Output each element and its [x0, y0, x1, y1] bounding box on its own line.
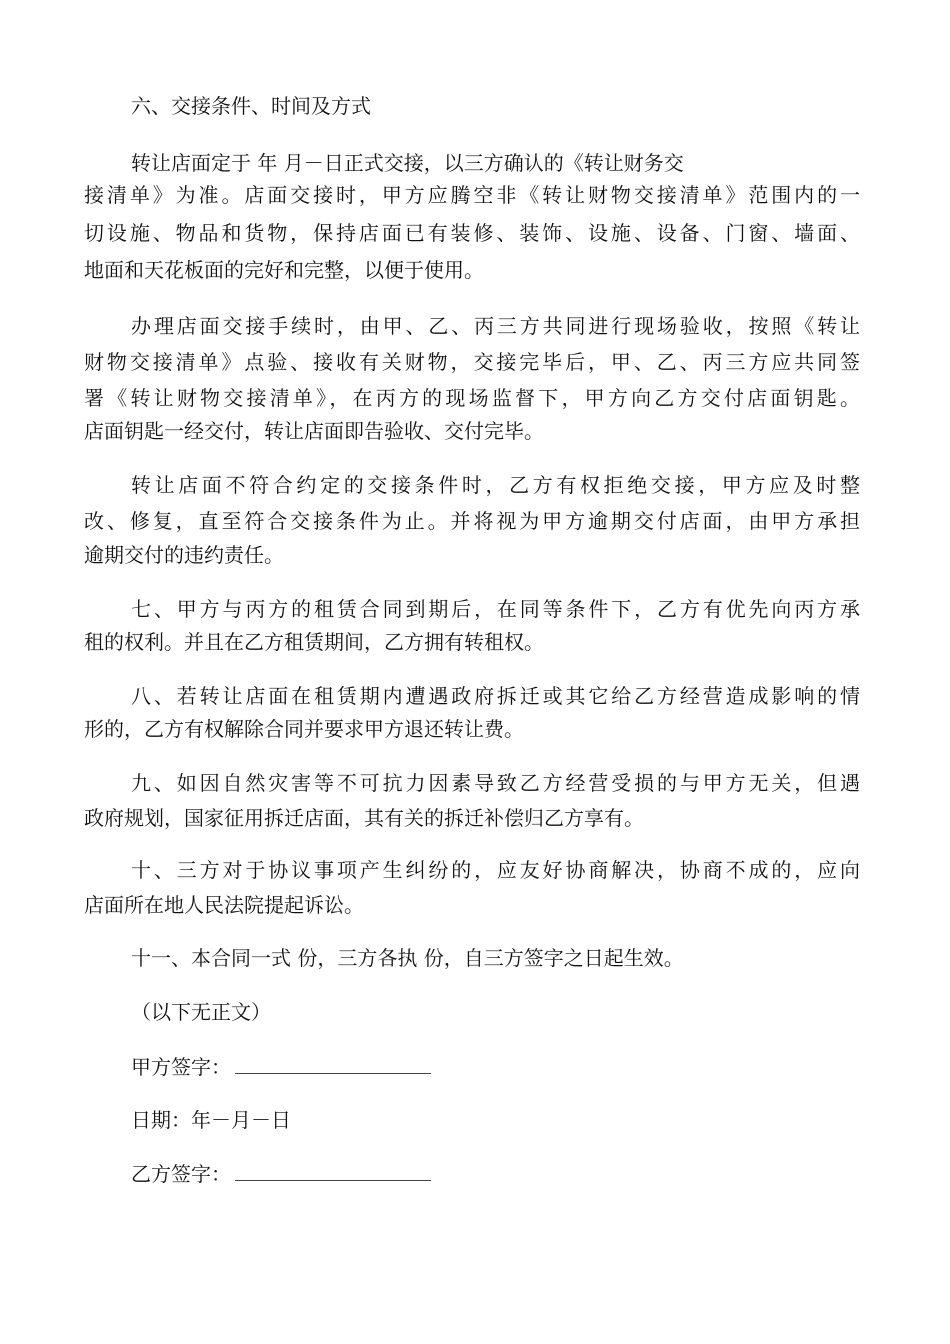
paragraph-1-line-4: 地面和天花板面的完好和完整，以便于使用。 — [84, 258, 484, 282]
section-10-line-1: 十、三方对于协议事项产生纠纷的，应友好协商解决，协商不成的，应向 — [131, 858, 860, 882]
party-b-signature-line[interactable] — [235, 1162, 431, 1181]
party-b-signature — [131, 1162, 431, 1186]
party-b-sign-label: 乙方签字： — [131, 1162, 231, 1186]
section-10-line-2: 店面所在地人民法院提起诉讼。 — [84, 893, 364, 917]
paragraph-2-line-2: 财物交接清单》点验、接收有关财物，交接完毕后，甲、乙、丙三方应共同签 — [84, 350, 860, 374]
party-a-signature — [131, 1055, 431, 1079]
section-8-line-2: 形的，乙方有权解除合同并要求甲方退还转让费。 — [84, 717, 524, 741]
section-7-line-2: 租的权利。并且在乙方租赁期间，乙方拥有转租权。 — [84, 630, 544, 654]
section-9-line-1: 九、如因自然灾害等不可抗力因素导致乙方经营受损的与甲方无关，但遇 — [131, 771, 860, 795]
paragraph-1-line-2: 接清单》为准。店面交接时，甲方应腾空非《转让财物交接清单》范围内的一 — [84, 183, 860, 207]
section-9-line-2: 政府规划，国家征用拆迁店面，其有关的拆迁补偿归乙方享有。 — [84, 806, 644, 830]
paragraph-2-line-3: 署《转让财物交接清单》，在丙方的现场监督下，甲方向乙方交付店面钥匙。 — [84, 386, 860, 410]
party-a-signature-line[interactable] — [235, 1055, 431, 1074]
section-7-line-1: 七、甲方与丙方的租赁合同到期后，在同等条件下，乙方有优先向丙方承 — [131, 597, 860, 621]
section-8-line-1: 八、若转让店面在租赁期内遭遇政府拆迁或其它给乙方经营造成影响的情 — [131, 684, 860, 708]
end-note: （以下无正文） — [131, 1000, 271, 1024]
party-a-sign-label: 甲方签字： — [131, 1055, 231, 1079]
paragraph-2-line-4: 店面钥匙一经交付，转让店面即告验收、交付完毕。 — [84, 419, 544, 443]
section-11: 十一、本合同一式 份，三方各执 份，自三方签字之日起生效。 — [131, 946, 684, 970]
date-line: 日期：年－月－日 — [131, 1108, 291, 1132]
section-6-heading: 六、交接条件、时间及方式 — [131, 94, 371, 118]
paragraph-3-line-3: 逾期交付的违约责任。 — [84, 543, 284, 567]
paragraph-1-line-1: 转让店面定于 年 月－日正式交接，以三方确认的《转让财务交 — [131, 151, 684, 175]
paragraph-2-line-1: 办理店面交接手续时，由甲、乙、丙三方共同进行现场验收，按照《转让 — [131, 314, 860, 338]
paragraph-3-line-1: 转让店面不符合约定的交接条件时，乙方有权拒绝交接，甲方应及时整 — [131, 473, 860, 497]
paragraph-1-line-3: 切设施、物品和货物，保持店面已有装修、装饰、设施、设备、门窗、墙面、 — [84, 221, 860, 245]
paragraph-3-line-2: 改、修复，直至符合交接条件为止。并将视为甲方逾期交付店面，由甲方承担 — [84, 509, 860, 533]
